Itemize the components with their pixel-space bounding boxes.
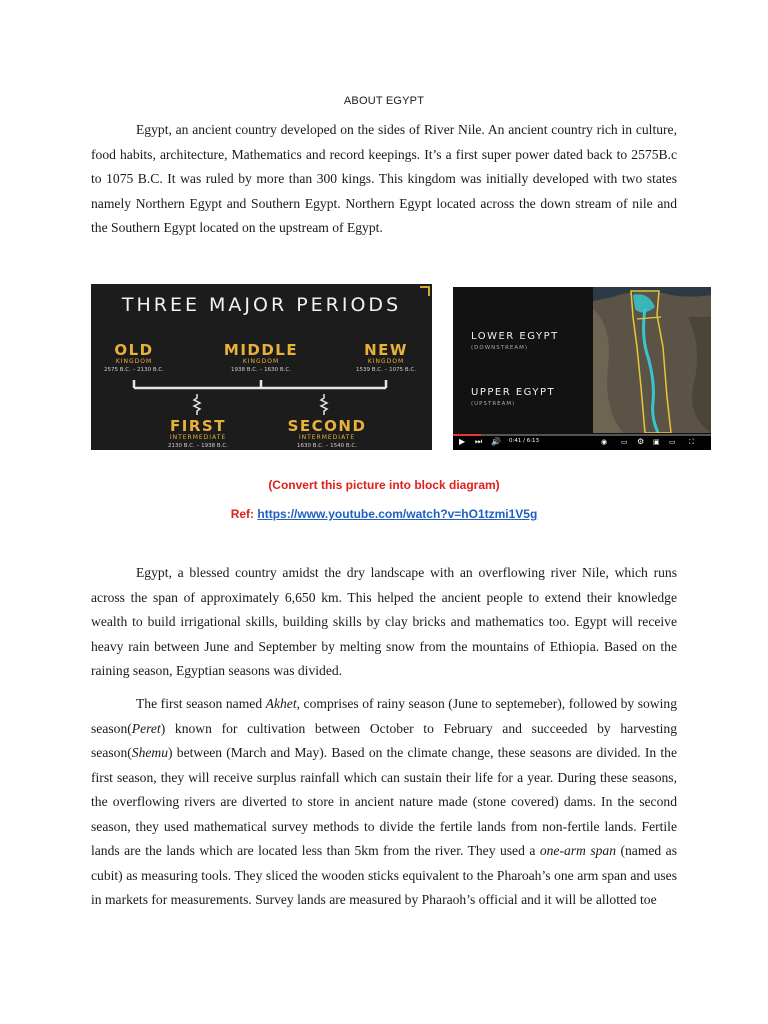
period-dates: 1630 B.C. – 1540 B.C. — [297, 443, 357, 449]
period-dates: 1539 B.C. – 1075 B.C. — [356, 367, 416, 373]
seasons-text-4: ) between (March and May). Based on the climate change, these seasons are divided. In the first season, they will receive surplus rainfall which can sustain their life for a year. During these seasons, the overflowing rivers are diverted to store in ancient nature made (stone covered) dams. In the second season, they used mathematical survey methods to divide the fertile lands from non-fertile lands. Fertile lands are the lands which are located less than 5km from the river. They used a — [91, 745, 677, 858]
three-major-periods-image — [91, 284, 432, 450]
period-middle-kingdom — [211, 342, 311, 374]
reference-link[interactable]: https://www.youtube.com/watch?v=hO1tzmi1V5g — [257, 507, 538, 521]
theater-icon[interactable]: ▭ — [669, 438, 676, 446]
fullscreen-icon[interactable]: ⛶ — [689, 438, 694, 446]
period-sub: KINGDOM — [115, 358, 153, 365]
period-name: SECOND — [287, 417, 367, 435]
next-icon[interactable]: ⏭ — [475, 437, 483, 446]
period-dates: 2130 B.C. – 1938 B.C. — [168, 443, 228, 449]
period-sub: KINGDOM — [367, 358, 405, 365]
peret-term: Peret — [131, 720, 161, 736]
seasons-text-3: ) known for cultivation between October to February and succeeded by harvesting season( — [91, 720, 677, 760]
period-second-intermediate — [277, 418, 377, 450]
volume-icon[interactable]: 🔊 — [491, 437, 501, 446]
video-progress-fill — [453, 434, 481, 436]
period-new-kingdom — [341, 342, 431, 374]
reference-label: Ref: — [230, 507, 255, 521]
seasons-text-5: (named as cubit) as measuring tools. They sliced the wooden sticks equivalent to the Pharoah’s one arm span and uses in markets for measurements. Survey lands are measured by Pharaoh’s official and it will be allotted toe — [91, 843, 678, 907]
video-time: 0:41 / 6:13 — [509, 438, 540, 444]
subtitles-icon[interactable]: ▭ — [621, 438, 628, 446]
video-progress-bar[interactable] — [453, 434, 711, 436]
egypt-map-video-frame[interactable] — [453, 287, 711, 450]
paragraph-intro-text: Egypt, an ancient country developed on the sides of River Nile. An ancient country rich in culture, food habits, architecture, Mathematics and record keepings. It’s a first super power dated back to 2575B.c to 1075 B.C. It was ruled by more than 300 kings. This kingdom was initially developed with two states namely Northern Egypt and Southern Egypt. Northern Egypt located across the down stream of nile and the Southern Egypt located on the upstream of Egypt. — [91, 122, 677, 235]
shemu-term: Shemu — [131, 745, 169, 760]
miniplayer-icon[interactable]: ▣ — [653, 438, 660, 446]
period-name: FIRST — [170, 417, 226, 435]
autoplay-toggle-icon[interactable]: ◉ — [601, 438, 608, 446]
seasons-text-2: , comprises of rainy season (June to septemeber), followed by sowing season( — [91, 696, 677, 736]
period-name: NEW — [364, 341, 408, 359]
page-title: ABOUT EGYPT — [343, 95, 425, 107]
period-sub: KINGDOM — [242, 358, 280, 365]
periods-heading: THREE MAJOR PERIODS — [121, 294, 402, 316]
period-name: MIDDLE — [223, 341, 299, 359]
akhet-term: Akhet — [265, 696, 297, 711]
seasons-text-1: The first season named — [136, 696, 266, 711]
upper-egypt-label — [471, 387, 555, 407]
paragraph-seasons — [91, 692, 677, 913]
period-dates: 2575 B.C. – 2130 B.C. — [104, 367, 164, 373]
period-dates: 1938 B.C. – 1630 B.C. — [231, 367, 291, 373]
upper-egypt-title: UPPER EGYPT — [471, 387, 556, 398]
lower-egypt-title: LOWER EGYPT — [471, 331, 559, 342]
settings-icon[interactable]: ⚙ — [637, 437, 645, 446]
period-first-intermediate — [153, 418, 243, 450]
lower-egypt-sub: (DOWNSTREAM) — [471, 345, 529, 351]
reference-line — [0, 507, 768, 521]
one-arm-span-term: one-arm span — [539, 843, 617, 858]
video-controls-bar — [453, 434, 711, 450]
period-name: OLD — [114, 341, 154, 359]
upper-egypt-sub: (UPSTREAM) — [471, 401, 516, 407]
paragraph-nile — [91, 561, 677, 684]
paragraph-intro — [91, 118, 677, 241]
period-old-kingdom — [91, 342, 177, 374]
paragraph-nile-text: Egypt, a blessed country amidst the dry landscape with an overflowing river Nile, which runs across the span of approximately 6,650 km. This helped the ancient people to extend their knowledge wealth to build irrigational skills, building skills by clay bricks and mathematics too. Egypt will receive heavy rain between June and September by melting snow from the mountains of Ethiopia. Based on the raining season, Egyptian seasons was divided. — [91, 565, 677, 678]
lower-egypt-label — [471, 331, 559, 351]
period-sub: INTERMEDIATE — [169, 434, 227, 441]
nile-map-graphic — [593, 287, 711, 433]
period-sub: INTERMEDIATE — [298, 434, 356, 441]
caption-convert-instruction: (Convert this picture into block diagram) — [268, 478, 500, 492]
play-icon[interactable]: ▶ — [459, 437, 466, 446]
